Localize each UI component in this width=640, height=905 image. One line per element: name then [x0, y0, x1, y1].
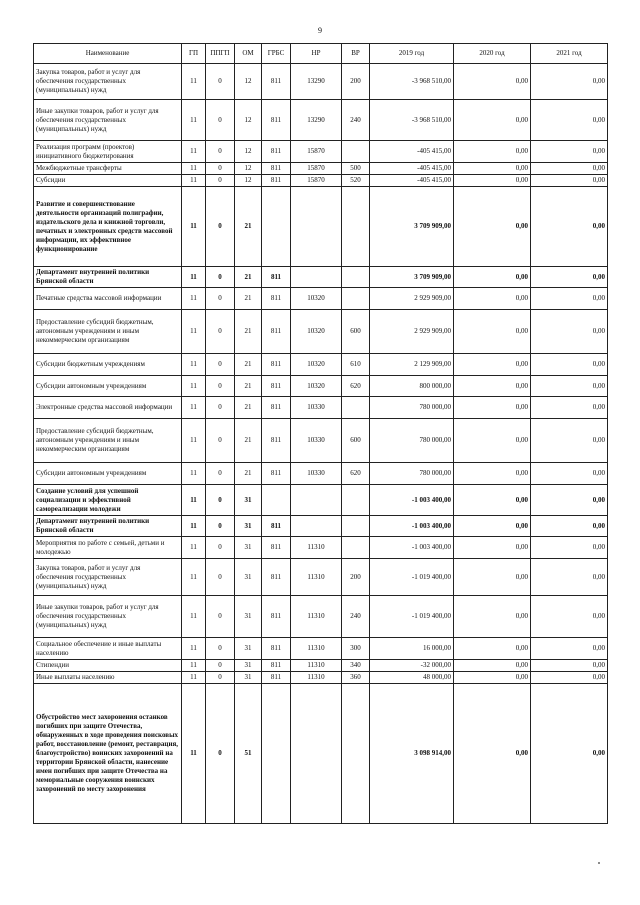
cell-vr	[342, 141, 370, 163]
cell-2021: 0,00	[531, 288, 608, 310]
cell-gp: 11	[182, 672, 206, 684]
cell-2019: 3 098 914,00	[370, 684, 454, 824]
cell-2019: 780 000,00	[370, 463, 454, 485]
cell-nr	[291, 187, 342, 267]
cell-2021: 0,00	[531, 267, 608, 288]
cell-name: Реализация программ (проектов) инициативного бюджетирования	[34, 141, 182, 163]
cell-2019: -3 968 510,00	[370, 100, 454, 141]
header-vr: ВР	[342, 44, 370, 64]
cell-ppgp: 0	[206, 175, 235, 187]
table-row	[34, 596, 608, 638]
header-nr: НР	[291, 44, 342, 64]
table-row	[34, 376, 608, 397]
cell-name: Обустройство мест захоронения останков погибших при защите Отечества, обнаруженных в ходе проведения поисковых работ, восстановление (ремонт, реставрация, благоустройство) воинских захоронений на территории Брянской области, нанесение имен погибших при защите Отечества на мемориальные сооружения воинских захоронений по месту захоронения	[34, 684, 182, 824]
cell-2021: 0,00	[531, 516, 608, 537]
cell-2019: -405 415,00	[370, 141, 454, 163]
cell-grbs: 811	[262, 100, 291, 141]
cell-2020: 0,00	[454, 397, 531, 419]
cell-nr: 15870	[291, 141, 342, 163]
cell-ppgp: 0	[206, 64, 235, 100]
cell-grbs: 811	[262, 163, 291, 175]
cell-2020: 0,00	[454, 516, 531, 537]
cell-ppgp: 0	[206, 537, 235, 559]
cell-name: Субсидии бюджетным учреждениям	[34, 354, 182, 376]
cell-2021: 0,00	[531, 141, 608, 163]
header-ppgp: ППГП	[206, 44, 235, 64]
cell-name: Электронные средства массовой информации	[34, 397, 182, 419]
cell-nr: 13290	[291, 100, 342, 141]
cell-2019: -405 415,00	[370, 175, 454, 187]
cell-2020: 0,00	[454, 376, 531, 397]
cell-gp: 11	[182, 516, 206, 537]
cell-vr	[342, 288, 370, 310]
table-row	[34, 485, 608, 516]
cell-ppgp: 0	[206, 267, 235, 288]
cell-vr: 200	[342, 559, 370, 596]
cell-name: Печатные средства массовой информации	[34, 288, 182, 310]
cell-om: 12	[235, 141, 262, 163]
cell-om: 12	[235, 100, 262, 141]
cell-2019: 780 000,00	[370, 397, 454, 419]
cell-name: Мероприятия по работе с семьей, детьми и молодежью	[34, 537, 182, 559]
cell-ppgp: 0	[206, 516, 235, 537]
cell-ppgp: 0	[206, 163, 235, 175]
cell-vr: 500	[342, 163, 370, 175]
cell-om: 21	[235, 463, 262, 485]
cell-ppgp: 0	[206, 596, 235, 638]
header-2020: 2020 год	[454, 44, 531, 64]
cell-2020: 0,00	[454, 64, 531, 100]
cell-name: Социальное обеспечение и иные выплаты населению	[34, 638, 182, 660]
cell-grbs: 811	[262, 463, 291, 485]
cell-name: Иные закупки товаров, работ и услуг для обеспечения государственных (муниципальных) нужд	[34, 100, 182, 141]
cell-ppgp: 0	[206, 463, 235, 485]
cell-ppgp: 0	[206, 100, 235, 141]
cell-gp: 11	[182, 485, 206, 516]
cell-name: Департамент внутренней политики Брянской области	[34, 267, 182, 288]
cell-2020: 0,00	[454, 638, 531, 660]
cell-2020: 0,00	[454, 187, 531, 267]
cell-vr	[342, 187, 370, 267]
cell-vr: 340	[342, 660, 370, 672]
cell-nr: 11310	[291, 537, 342, 559]
cell-2021: 0,00	[531, 660, 608, 672]
cell-name: Создание условий для успешной социализации и эффективной самореализации молодежи	[34, 485, 182, 516]
cell-vr: 610	[342, 354, 370, 376]
cell-2021: 0,00	[531, 376, 608, 397]
cell-ppgp: 0	[206, 310, 235, 354]
cell-om: 31	[235, 537, 262, 559]
cell-gp: 11	[182, 163, 206, 175]
table-row	[34, 175, 608, 187]
cell-gp: 11	[182, 267, 206, 288]
header-grbs: ГРБС	[262, 44, 291, 64]
cell-om: 21	[235, 376, 262, 397]
header-2021: 2021 год	[531, 44, 608, 64]
cell-grbs	[262, 187, 291, 267]
cell-2021: 0,00	[531, 419, 608, 463]
cell-name: Межбюджетные трансферты	[34, 163, 182, 175]
cell-2019: -405 415,00	[370, 163, 454, 175]
cell-2020: 0,00	[454, 596, 531, 638]
cell-nr: 15870	[291, 175, 342, 187]
cell-grbs: 811	[262, 419, 291, 463]
cell-name: Иные выплаты населению	[34, 672, 182, 684]
cell-2021: 0,00	[531, 559, 608, 596]
budget-table	[33, 43, 608, 824]
cell-name: Развитие и совершенствование деятельности организаций полиграфии, издательского дела и книжной торговли, печатных и электронных средств массовой информации, их эффективное функционирование	[34, 187, 182, 267]
cell-2021: 0,00	[531, 537, 608, 559]
cell-grbs: 811	[262, 516, 291, 537]
cell-2019: -1 003 400,00	[370, 516, 454, 537]
cell-grbs: 811	[262, 660, 291, 672]
cell-2019: -1 003 400,00	[370, 485, 454, 516]
cell-grbs: 811	[262, 672, 291, 684]
cell-2021: 0,00	[531, 596, 608, 638]
cell-grbs	[262, 485, 291, 516]
cell-nr: 10320	[291, 376, 342, 397]
cell-grbs: 811	[262, 288, 291, 310]
cell-grbs: 811	[262, 267, 291, 288]
cell-nr	[291, 485, 342, 516]
cell-om: 31	[235, 559, 262, 596]
cell-gp: 11	[182, 376, 206, 397]
cell-gp: 11	[182, 288, 206, 310]
cell-vr: 600	[342, 419, 370, 463]
cell-2019: 3 709 909,00	[370, 267, 454, 288]
cell-2020: 0,00	[454, 419, 531, 463]
scan-speck	[598, 862, 600, 864]
cell-om: 31	[235, 596, 262, 638]
cell-2020: 0,00	[454, 485, 531, 516]
cell-grbs: 811	[262, 596, 291, 638]
cell-name: Субсидии	[34, 175, 182, 187]
cell-2020: 0,00	[454, 559, 531, 596]
cell-om: 31	[235, 638, 262, 660]
cell-name: Иные закупки товаров, работ и услуг для обеспечения государственных (муниципальных) нужд	[34, 596, 182, 638]
cell-vr: 300	[342, 638, 370, 660]
cell-2021: 0,00	[531, 354, 608, 376]
cell-gp: 11	[182, 100, 206, 141]
cell-nr: 11310	[291, 596, 342, 638]
cell-name: Предоставление субсидий бюджетным, автономным учреждениям и иным некоммерческим организациям	[34, 310, 182, 354]
cell-vr	[342, 684, 370, 824]
cell-om: 31	[235, 660, 262, 672]
table-row	[34, 100, 608, 141]
table-row	[34, 64, 608, 100]
cell-gp: 11	[182, 397, 206, 419]
cell-om: 31	[235, 672, 262, 684]
cell-name: Закупка товаров, работ и услуг для обеспечения государственных (муниципальных) нужд	[34, 64, 182, 100]
table-body	[34, 64, 608, 824]
cell-gp: 11	[182, 638, 206, 660]
cell-name: Департамент внутренней политики Брянской области	[34, 516, 182, 537]
cell-2019: 16 000,00	[370, 638, 454, 660]
cell-grbs: 811	[262, 354, 291, 376]
cell-nr: 10320	[291, 310, 342, 354]
cell-2020: 0,00	[454, 141, 531, 163]
cell-ppgp: 0	[206, 376, 235, 397]
cell-vr: 240	[342, 100, 370, 141]
cell-gp: 11	[182, 463, 206, 485]
cell-om: 21	[235, 354, 262, 376]
cell-2019: 2 929 909,00	[370, 288, 454, 310]
table-row	[34, 310, 608, 354]
cell-2020: 0,00	[454, 267, 531, 288]
header-om: ОМ	[235, 44, 262, 64]
cell-nr: 11310	[291, 559, 342, 596]
table-row	[34, 141, 608, 163]
header-name: Наименование	[34, 44, 182, 64]
cell-vr: 360	[342, 672, 370, 684]
cell-om: 12	[235, 163, 262, 175]
cell-nr: 10320	[291, 288, 342, 310]
cell-name: Закупка товаров, работ и услуг для обеспечения государственных (муниципальных) нужд	[34, 559, 182, 596]
cell-2020: 0,00	[454, 310, 531, 354]
cell-2019: 780 000,00	[370, 419, 454, 463]
cell-2019: 48 000,00	[370, 672, 454, 684]
cell-grbs: 811	[262, 559, 291, 596]
cell-2021: 0,00	[531, 175, 608, 187]
cell-ppgp: 0	[206, 397, 235, 419]
table-row	[34, 354, 608, 376]
cell-grbs: 811	[262, 397, 291, 419]
cell-ppgp: 0	[206, 419, 235, 463]
cell-gp: 11	[182, 537, 206, 559]
cell-2019: -3 968 510,00	[370, 64, 454, 100]
table-row	[34, 419, 608, 463]
cell-ppgp: 0	[206, 684, 235, 824]
cell-vr: 620	[342, 463, 370, 485]
cell-om: 21	[235, 267, 262, 288]
cell-2021: 0,00	[531, 163, 608, 175]
cell-nr: 11310	[291, 660, 342, 672]
cell-grbs	[262, 684, 291, 824]
cell-vr: 600	[342, 310, 370, 354]
cell-gp: 11	[182, 419, 206, 463]
cell-2021: 0,00	[531, 672, 608, 684]
cell-gp: 11	[182, 660, 206, 672]
cell-2021: 0,00	[531, 100, 608, 141]
cell-ppgp: 0	[206, 354, 235, 376]
cell-nr: 10330	[291, 419, 342, 463]
cell-2019: 2 929 909,00	[370, 310, 454, 354]
cell-2021: 0,00	[531, 638, 608, 660]
cell-2020: 0,00	[454, 175, 531, 187]
table-row	[34, 187, 608, 267]
cell-2020: 0,00	[454, 288, 531, 310]
cell-gp: 11	[182, 141, 206, 163]
cell-vr	[342, 485, 370, 516]
table-row	[34, 537, 608, 559]
cell-vr: 520	[342, 175, 370, 187]
cell-2021: 0,00	[531, 463, 608, 485]
cell-gp: 11	[182, 187, 206, 267]
cell-2021: 0,00	[531, 64, 608, 100]
table-row	[34, 660, 608, 672]
table-row	[34, 638, 608, 660]
table-row	[34, 288, 608, 310]
cell-om: 51	[235, 684, 262, 824]
cell-2020: 0,00	[454, 100, 531, 141]
cell-2019: 3 709 909,00	[370, 187, 454, 267]
cell-2021: 0,00	[531, 684, 608, 824]
cell-gp: 11	[182, 64, 206, 100]
table-row	[34, 267, 608, 288]
cell-2021: 0,00	[531, 397, 608, 419]
cell-nr: 11310	[291, 672, 342, 684]
cell-om: 21	[235, 288, 262, 310]
cell-nr: 10330	[291, 397, 342, 419]
cell-grbs: 811	[262, 175, 291, 187]
cell-gp: 11	[182, 354, 206, 376]
table-row	[34, 672, 608, 684]
page-number: 9	[318, 26, 322, 35]
cell-om: 21	[235, 187, 262, 267]
cell-nr: 11310	[291, 638, 342, 660]
header-gp: ГП	[182, 44, 206, 64]
cell-nr	[291, 684, 342, 824]
cell-om: 31	[235, 485, 262, 516]
cell-ppgp: 0	[206, 288, 235, 310]
cell-gp: 11	[182, 310, 206, 354]
table-row	[34, 559, 608, 596]
cell-name: Субсидии автономным учреждениям	[34, 376, 182, 397]
cell-nr: 10320	[291, 354, 342, 376]
cell-ppgp: 0	[206, 638, 235, 660]
cell-om: 12	[235, 175, 262, 187]
cell-2019: -1 003 400,00	[370, 537, 454, 559]
cell-name: Стипендии	[34, 660, 182, 672]
table-row	[34, 397, 608, 419]
cell-2019: -32 000,00	[370, 660, 454, 672]
table-row	[34, 516, 608, 537]
cell-2019: -1 019 400,00	[370, 596, 454, 638]
cell-2020: 0,00	[454, 354, 531, 376]
cell-2020: 0,00	[454, 672, 531, 684]
cell-om: 21	[235, 419, 262, 463]
cell-vr	[342, 537, 370, 559]
cell-grbs: 811	[262, 310, 291, 354]
cell-2021: 0,00	[531, 187, 608, 267]
table-row	[34, 684, 608, 824]
cell-2019: -1 019 400,00	[370, 559, 454, 596]
cell-ppgp: 0	[206, 141, 235, 163]
cell-ppgp: 0	[206, 559, 235, 596]
table-header-row	[34, 44, 608, 64]
cell-name: Предоставление субсидий бюджетным, автономным учреждениям и иным некоммерческим организациям	[34, 419, 182, 463]
cell-ppgp: 0	[206, 485, 235, 516]
header-2019: 2019 год	[370, 44, 454, 64]
cell-2020: 0,00	[454, 660, 531, 672]
cell-grbs: 811	[262, 537, 291, 559]
cell-nr: 13290	[291, 64, 342, 100]
cell-nr	[291, 516, 342, 537]
cell-2020: 0,00	[454, 684, 531, 824]
cell-gp: 11	[182, 684, 206, 824]
cell-om: 21	[235, 310, 262, 354]
cell-gp: 11	[182, 559, 206, 596]
cell-vr: 200	[342, 64, 370, 100]
cell-ppgp: 0	[206, 187, 235, 267]
cell-name: Субсидии автономным учреждениям	[34, 463, 182, 485]
cell-ppgp: 0	[206, 660, 235, 672]
cell-vr: 620	[342, 376, 370, 397]
cell-2019: 800 000,00	[370, 376, 454, 397]
cell-gp: 11	[182, 175, 206, 187]
cell-2019: 2 129 909,00	[370, 354, 454, 376]
cell-ppgp: 0	[206, 672, 235, 684]
cell-om: 21	[235, 397, 262, 419]
cell-grbs: 811	[262, 64, 291, 100]
cell-grbs: 811	[262, 141, 291, 163]
table-row	[34, 463, 608, 485]
cell-grbs: 811	[262, 376, 291, 397]
table-row	[34, 163, 608, 175]
cell-2020: 0,00	[454, 463, 531, 485]
cell-2020: 0,00	[454, 537, 531, 559]
cell-gp: 11	[182, 596, 206, 638]
cell-vr	[342, 397, 370, 419]
cell-vr	[342, 267, 370, 288]
cell-vr	[342, 516, 370, 537]
cell-grbs: 811	[262, 638, 291, 660]
cell-nr	[291, 267, 342, 288]
cell-2020: 0,00	[454, 163, 531, 175]
cell-om: 12	[235, 64, 262, 100]
cell-2021: 0,00	[531, 310, 608, 354]
cell-vr: 240	[342, 596, 370, 638]
cell-om: 31	[235, 516, 262, 537]
cell-nr: 10330	[291, 463, 342, 485]
cell-2021: 0,00	[531, 485, 608, 516]
cell-nr: 15870	[291, 163, 342, 175]
